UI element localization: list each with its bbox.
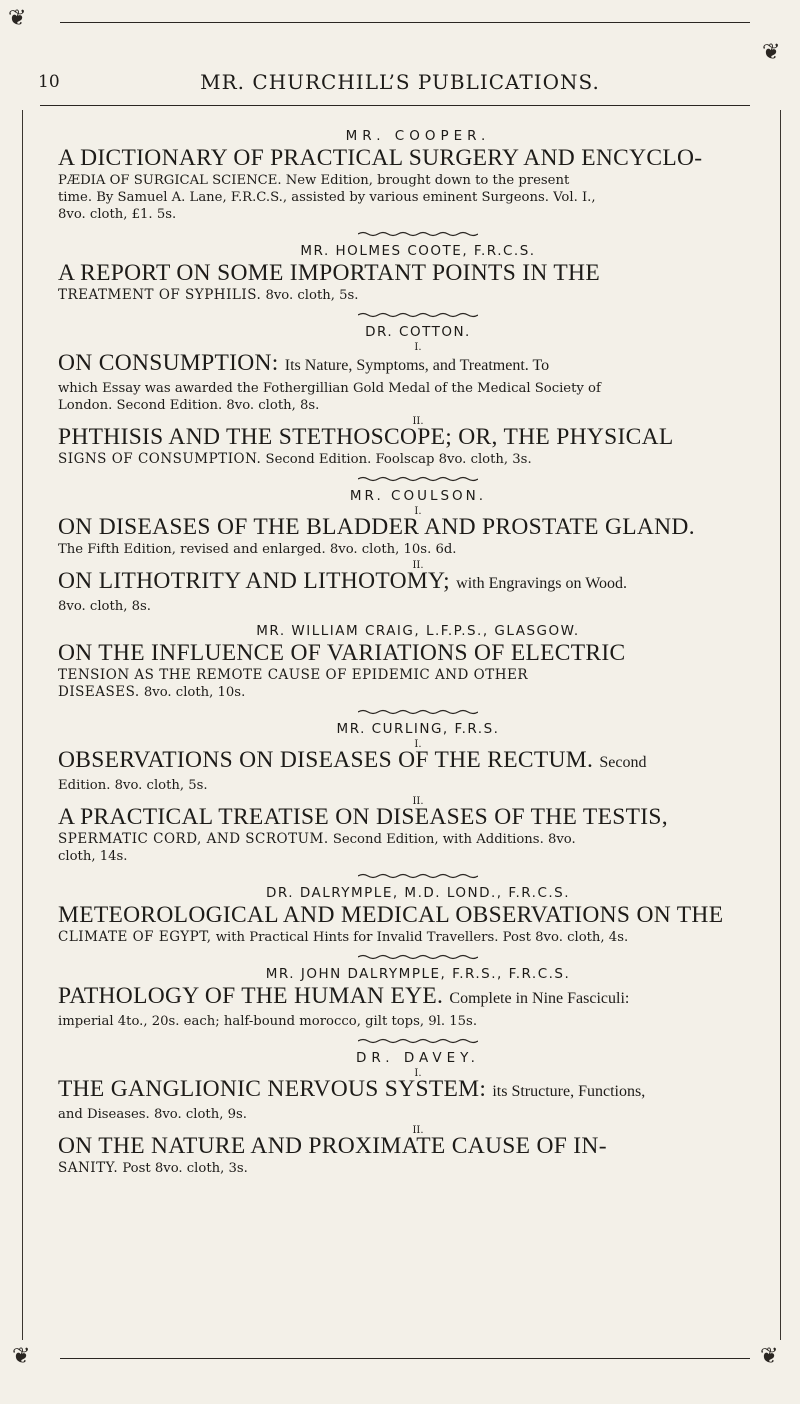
title-line: ON THE NATURE AND PROXIMATE CAUSE OF IN- (58, 1133, 607, 1159)
title-line: METEOROLOGICAL AND MEDICAL OBSERVATIONS ON THE (58, 902, 724, 928)
description-caps: TREATMENT OF SYPHILIS. (58, 287, 262, 303)
description-line: with Practical Hints for Invalid Travellers. Post 8vo. cloth, 4s. (215, 930, 629, 945)
wavy-separator-icon (358, 954, 478, 960)
bottom-left-ornament-icon: ❦ (12, 1344, 31, 1369)
wavy-separator-icon (358, 231, 478, 237)
description-line: time. By Samuel A. Lane, F.R.C.S., assisted by various eminent Surgeons. Vol. I., (58, 190, 596, 205)
title-tail: Second (599, 754, 647, 771)
description-caps: CLIMATE OF EGYPT, (58, 929, 212, 945)
title-tail: Complete in Nine Fasciculi: (449, 990, 630, 1007)
author-heading: DR. DALRYMPLE, M.D. LOND., F.R.C.S. (265, 885, 571, 901)
left-border-rule (22, 110, 23, 1340)
roman-numeral: I. (414, 1068, 422, 1079)
description-line: Second Edition. Foolscap 8vo. cloth, 3s. (265, 452, 532, 467)
running-title: MR. CHURCHILL’S PUBLICATIONS. (200, 70, 600, 94)
description-line: Post 8vo. cloth, 3s. (122, 1161, 248, 1176)
description-line: which Essay was awarded the Fothergillian Gold Medal of the Medical Society of (58, 381, 601, 396)
wavy-separator-icon (358, 312, 478, 318)
roman-numeral: I. (414, 739, 422, 750)
author-heading: MR. COOPER. (345, 128, 491, 144)
author-heading: MR. JOHN DALRYMPLE, F.R.S., F.R.C.S. (265, 966, 571, 982)
bottom-right-ornament-icon: ❦ (760, 1344, 779, 1369)
author-heading: MR. HOLMES COOTE, F.R.C.S. (300, 243, 536, 259)
title-tail: with Engravings on Wood. (456, 575, 628, 592)
title-line: ON THE INFLUENCE OF VARIATIONS OF ELECTRIC (58, 640, 626, 666)
description-line: Second Edition, with Additions. 8vo. (332, 832, 576, 847)
description-caps: SPERMATIC CORD, AND SCROTUM. (58, 831, 329, 847)
description-line: 8vo. cloth, 10s. (143, 685, 246, 700)
description-line: Edition. 8vo. cloth, 5s. (58, 778, 208, 793)
wavy-separator-icon (358, 873, 478, 879)
title-line: PATHOLOGY OF THE HUMAN EYE. (58, 983, 444, 1009)
header-under-rule (40, 105, 750, 106)
page-number: 10 (38, 72, 60, 92)
catalogue-content (58, 128, 778, 1177)
author-heading: MR. CURLING, F.R.S. (336, 721, 500, 737)
wavy-separator-icon (358, 709, 478, 715)
title-tail: Its Nature, Symptoms, and Treatment. To (284, 357, 550, 374)
right-border-rule (780, 110, 781, 1340)
wavy-separator-icon (358, 1038, 478, 1044)
author-heading: MR. COULSON. (349, 488, 487, 504)
roman-numeral: I. (414, 506, 422, 517)
title-line: ON DISEASES OF THE BLADDER AND PROSTATE GLAND. (58, 514, 695, 540)
description-caps: DISEASES. (58, 684, 140, 700)
wavy-separator-icon (358, 476, 478, 482)
description-caps: SIGNS OF CONSUMPTION. (58, 451, 262, 467)
description-line: 8vo. cloth, 8s. (58, 599, 152, 614)
description-line: cloth, 14s. (58, 849, 128, 864)
title-line: A PRACTICAL TREATISE ON DISEASES OF THE TESTIS, (58, 804, 668, 830)
title-line: ON LITHOTRITY AND LITHOTOMY; (58, 568, 450, 594)
description-caps: TENSION AS THE REMOTE CAUSE OF EPIDEMIC AND OTHER (58, 667, 529, 683)
description-line: London. Second Edition. 8vo. cloth, 8s. (58, 398, 320, 413)
roman-numeral: II. (412, 796, 424, 807)
bottom-border-rule (60, 1358, 750, 1359)
title-line: A DICTIONARY OF PRACTICAL SURGERY AND ENCYCLO- (58, 145, 703, 171)
title-tail: its Structure, Functions, (492, 1083, 646, 1100)
description-line: The Fifth Edition, revised and enlarged. 8vo. cloth, 10s. 6d. (58, 542, 457, 557)
author-heading: MR. WILLIAM CRAIG, L.F.P.S., GLASGOW. (256, 623, 580, 639)
author-heading: DR. COTTON. (365, 324, 471, 340)
top-right-ornament-icon: ❦ (762, 40, 781, 65)
author-heading: DR. DAVEY. (356, 1050, 480, 1066)
description-line: 8vo. cloth, £1. 5s. (58, 207, 177, 222)
title-line: OBSERVATIONS ON DISEASES OF THE RECTUM. (58, 747, 594, 773)
title-line: THE GANGLIONIC NERVOUS SYSTEM: (58, 1076, 487, 1102)
roman-numeral: II. (412, 1125, 424, 1136)
title-line: ON CONSUMPTION: (58, 350, 279, 376)
description-line: 8vo. cloth, 5s. (265, 288, 359, 303)
title-line: A REPORT ON SOME IMPORTANT POINTS IN THE (58, 260, 600, 286)
top-left-ornament-icon: ❦ (8, 6, 27, 31)
description-line: and Diseases. 8vo. cloth, 9s. (58, 1107, 247, 1122)
roman-numeral: II. (412, 560, 424, 571)
roman-numeral: I. (414, 342, 422, 353)
description-caps: SANITY. (58, 1160, 119, 1176)
roman-numeral: II. (412, 416, 424, 427)
description-line: imperial 4to., 20s. each; half-bound morocco, gilt tops, 9l. 15s. (58, 1014, 478, 1029)
title-line: PHTHISIS AND THE STETHOSCOPE; OR, THE PHYSICAL (58, 424, 674, 450)
top-border-rule (60, 22, 750, 23)
description-line: PÆDIA OF SURGICAL SCIENCE. New Edition, brought down to the present (58, 173, 570, 188)
